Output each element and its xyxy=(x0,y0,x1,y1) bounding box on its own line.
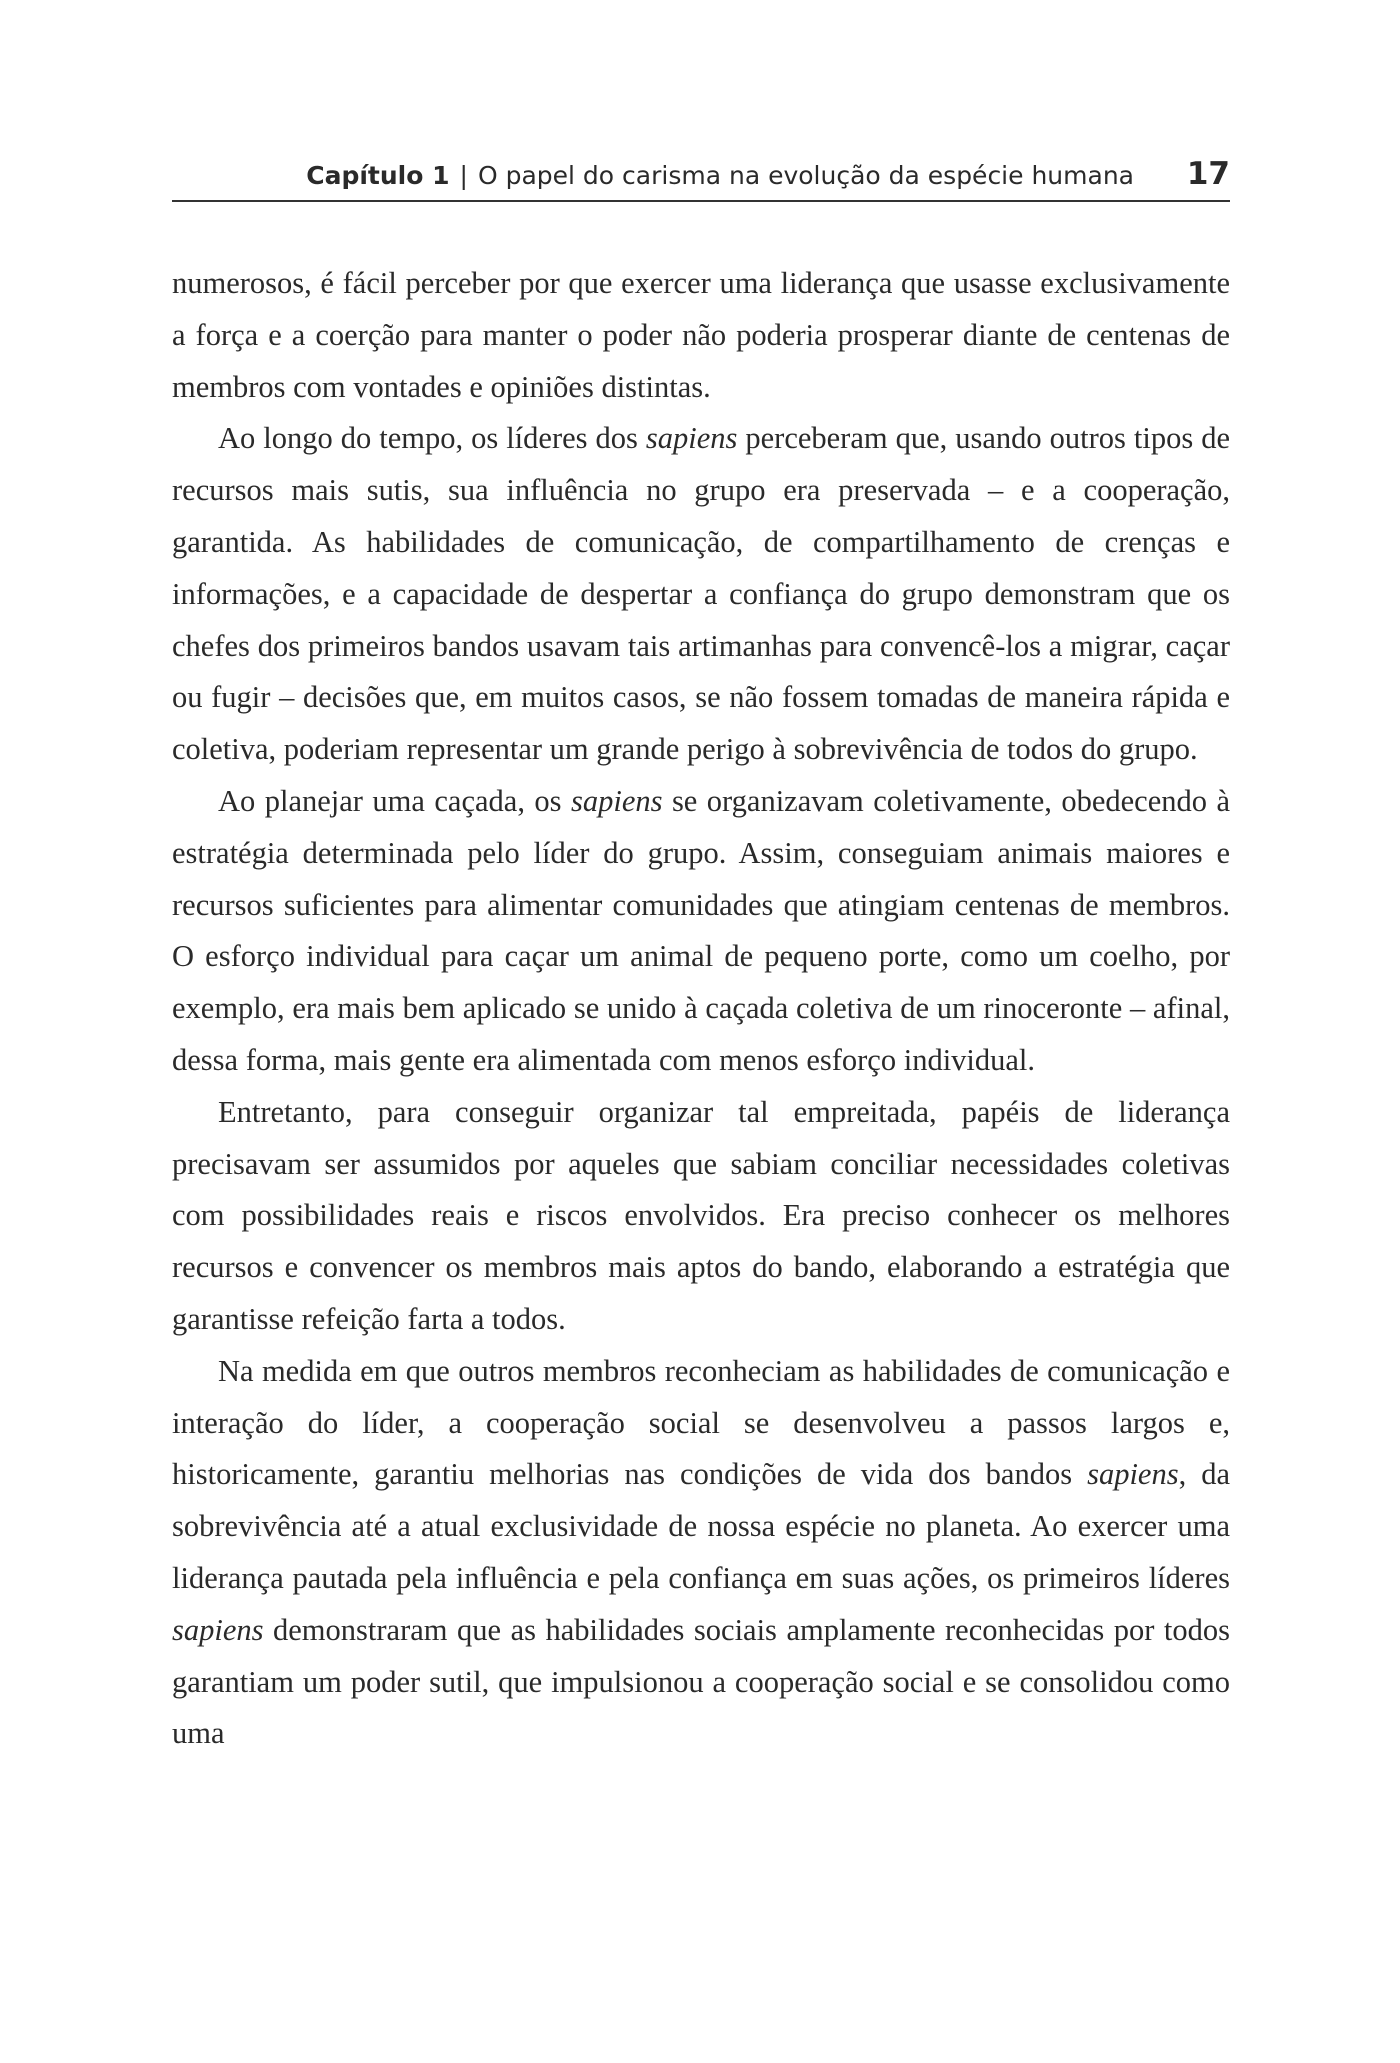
chapter-title: O papel do carisma na evolução da espécie humana xyxy=(477,161,1134,190)
chapter-label: Capítulo 1 xyxy=(306,161,450,190)
chapter-heading xyxy=(306,161,1134,190)
paragraph-3-text-a: Ao planejar uma caçada, os xyxy=(218,783,571,818)
paragraph-5-italic-2: sapiens xyxy=(172,1612,264,1647)
paragraph-5-text-c: demonstraram que as habilidades sociais amplamente reconhecidas por todos garantiam um poder sutil, que impulsionou a cooperação social e se consolidou como uma xyxy=(172,1612,1230,1751)
paragraph-5-text-b: , da sobrevivência até a atual exclusividade de nossa espécie no planeta. Ao exercer uma liderança pautada pela influência e pela confiança em suas ações, os primeiros líderes xyxy=(172,1457,1230,1595)
paragraph-2 xyxy=(172,413,1230,776)
paragraph-4: Entretanto, para conseguir organizar tal empreitada, papéis de liderança precisavam ser assumidos por aqueles que sabiam conciliar necessidades coletivas com possibilidades reais e riscos envolvidos. Era preciso conhecer os melhores recursos e convencer os membros mais aptos do bando, elaborando a estratégia que garantisse refeição farta a todos. xyxy=(172,1094,1230,1336)
paragraph-3-italic: sapiens xyxy=(570,783,663,818)
paragraph-2-text-b: perceberam que, usando outros tipos de recursos mais sutis, sua influência no grupo era preservada – e a cooperação, garantida. As habilidades de comunicação, de compartilhamento de crenças e informações, e a capacidade de despertar a confiança do grupo demonstram que os chefes dos primeiros bandos usavam tais artimanhas para convencê-los a migrar, caçar ou fugir – decisões que, em muitos casos, se não fossem tomadas de maneira rápida e coletiva, poderiam representar um grande perigo à sobrevivência de todos do grupo. xyxy=(172,421,1230,767)
paragraph-1: numerosos, é fácil perceber por que exercer uma liderança que usasse exclusivamente a força e a coerção para manter o poder não poderia prosperar diante de centenas de membros com vontades e opiniões distintas. xyxy=(172,266,1230,404)
paragraph-3-text-b: se organizavam coletivamente, obedecendo à estratégia determinada pelo líder do grupo. Assim, conseguiam animais maiores e recursos suficientes para alimentar comunidades que atingiam centenas de membros. O esforço individual para caçar um animal de pequeno porte, como um coelho, por exemplo, era mais bem aplicado se unido à caçada coletiva de um rinoceronte – afinal, dessa forma, mais gente era alimentada com menos esforço individual. xyxy=(172,783,1231,1077)
paragraph-3 xyxy=(172,776,1230,1087)
paragraph-2-text-a: Ao longo do tempo, os líderes dos xyxy=(218,421,646,456)
paragraph-5 xyxy=(172,1346,1230,1760)
paragraph-2-italic: sapiens xyxy=(645,421,738,456)
page-number: 17 xyxy=(1186,156,1230,192)
paragraph-5-text-a: Na medida em que outros membros reconheciam as habilidades de comunicação e interação do líder, a cooperação social se desenvolveu a passos largos e, historicamente, garantiu melhorias nas condições de vida dos bandos xyxy=(172,1353,1230,1492)
header-separator: | xyxy=(459,161,468,190)
paragraph-5-italic-1: sapiens xyxy=(1087,1457,1179,1492)
running-header xyxy=(172,150,1230,202)
body-text xyxy=(172,258,1230,1760)
